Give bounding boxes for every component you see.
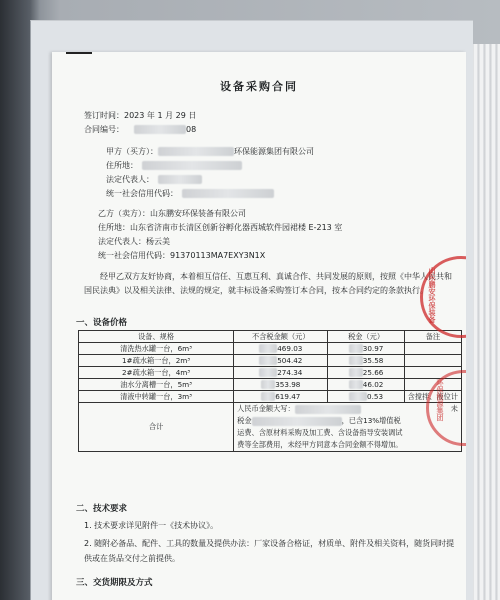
cell-tax: 30.97 bbox=[328, 343, 404, 355]
section-3-title: 三、交货期限及方式 bbox=[76, 578, 153, 588]
intro-paragraph: 经甲乙双方友好协商，本着相互信任、互惠互利、真诚合作、共同发展的原则，按照《中华人民共和国民法典》以及相关法律、法规的规定，就丰标设备采购签订本合同，按本合同约定的条款执行。 bbox=[84, 272, 452, 295]
contract-no-line bbox=[84, 124, 196, 135]
party-a-name-suffix: 环保能源集团有限公司 bbox=[234, 147, 314, 156]
col-header-item: 设备、规格 bbox=[79, 331, 234, 343]
party-b-rep-label: 法定代表人： bbox=[98, 237, 146, 246]
redacted-block bbox=[158, 175, 202, 184]
party-b-address: 山东省济南市长清区创新谷孵化器西城软件园裙楼 E-213 室 bbox=[130, 223, 343, 232]
redacted-block bbox=[182, 189, 274, 198]
sign-time-value: 2023 年 1 月 29 日 bbox=[124, 111, 197, 120]
header-dash bbox=[66, 52, 92, 54]
redacted-block bbox=[349, 356, 363, 365]
sign-time-line bbox=[84, 110, 196, 121]
party-b-credit: 91370113MA7EXY3N1X bbox=[170, 251, 266, 260]
party-a-address-label: 住所地： bbox=[106, 161, 138, 170]
redacted-block bbox=[261, 392, 275, 401]
sign-time-label: 签订时间： bbox=[84, 111, 124, 120]
party-a-line bbox=[106, 146, 314, 157]
party-b-address-label: 住所地： bbox=[98, 223, 130, 232]
contract-title: 设备采购合同 bbox=[220, 80, 298, 93]
total-label: 合计 bbox=[79, 403, 234, 452]
redacted-block bbox=[349, 344, 363, 353]
section-2-item-1: 1. 技术要求详见附件一《技术协议》。 bbox=[84, 521, 219, 530]
table-row bbox=[79, 367, 462, 379]
redacted-block bbox=[259, 368, 277, 377]
cell-item: 油水分离槽一台，5m³ bbox=[79, 379, 234, 391]
redacted-block bbox=[295, 405, 361, 414]
table-row bbox=[79, 355, 462, 367]
section-2-item-2: 2. 随附必备品、配件、工具的数量及提供办法：厂家设备合格证，材质单、附件及相关资料，随货同时提供或在货品交付之前提供。 bbox=[84, 539, 455, 563]
seal-text: 环保能源集团 bbox=[436, 379, 444, 421]
redacted-block bbox=[261, 380, 275, 389]
total-line-3: 运费、含原材料采购及加工费、含设备指导安装调试 bbox=[237, 428, 403, 437]
contract-page bbox=[52, 52, 466, 600]
party-a-credit-line bbox=[106, 188, 274, 199]
party-b-name: 山东鹏安环保装备有限公司 bbox=[150, 209, 246, 218]
party-b-line bbox=[98, 208, 246, 219]
cell-item: 2#疏水箱一台，4m³ bbox=[79, 367, 234, 379]
party-a-label: 甲方（买方）： bbox=[106, 147, 158, 156]
total-line-2: 税金 ，已含13%增值税 bbox=[237, 416, 401, 425]
cell-note bbox=[404, 355, 461, 367]
party-b-rep-line bbox=[98, 236, 170, 247]
cell-item: 1#疏水箱一台，2m³ bbox=[79, 355, 234, 367]
cell-item: 清洗热水罐一台，6m³ bbox=[79, 343, 234, 355]
cell-tax: 46.02 bbox=[328, 379, 404, 391]
cell-amount: 274.34 bbox=[234, 367, 328, 379]
section-2-title: 二、技术要求 bbox=[76, 504, 128, 514]
cell-tax: 25.66 bbox=[328, 367, 404, 379]
col-header-amount: 不含税金额（元） bbox=[234, 331, 328, 343]
redacted-block bbox=[349, 368, 363, 377]
redacted-block bbox=[142, 161, 242, 170]
redacted-block bbox=[259, 356, 277, 365]
redacted-block bbox=[349, 392, 367, 401]
table-row bbox=[79, 343, 462, 355]
cell-amount: 469.03 bbox=[234, 343, 328, 355]
cell-amount: 353.98 bbox=[234, 379, 328, 391]
party-b-label: 乙方（卖方）： bbox=[98, 209, 150, 218]
party-a-rep-label: 法定代表人： bbox=[106, 175, 154, 184]
section-1-title: 一、设备价格 bbox=[76, 318, 128, 328]
company-seal-upper bbox=[420, 256, 466, 338]
party-b-credit-line bbox=[98, 250, 265, 261]
seal-text: 山东鹏安环保装备 bbox=[428, 267, 436, 323]
party-a-credit-label: 统一社会信用代码： bbox=[106, 189, 178, 198]
cell-tax: 0.53 bbox=[328, 391, 404, 403]
redacted-block bbox=[134, 125, 186, 134]
contract-no-suffix: 08 bbox=[186, 125, 197, 134]
party-b-address-line bbox=[98, 222, 342, 233]
table-row bbox=[79, 391, 462, 403]
cell-note bbox=[404, 343, 461, 355]
redacted-block bbox=[158, 147, 234, 156]
table-header-row bbox=[79, 331, 462, 343]
cell-amount: 619.47 bbox=[234, 391, 328, 403]
col-header-note: 备注 bbox=[404, 331, 461, 343]
party-a-address-line bbox=[106, 160, 242, 171]
redacted-block bbox=[252, 417, 342, 426]
table-total-row bbox=[79, 403, 462, 452]
cell-item: 清液中转罐一台，3m³ bbox=[79, 391, 234, 403]
cell-tax: 35.58 bbox=[328, 355, 404, 367]
total-line-1: 人民币金额大写： 未 bbox=[237, 404, 458, 413]
total-line-4: 费等全部费用，未经甲方同意本合同金额不得增加。 bbox=[237, 440, 403, 449]
party-b-rep: 杨云美 bbox=[146, 237, 170, 246]
cell-amount: 504.42 bbox=[234, 355, 328, 367]
redacted-block bbox=[259, 344, 277, 353]
price-table bbox=[78, 330, 462, 452]
table-row bbox=[79, 379, 462, 391]
contract-no-label: 合同编号： bbox=[84, 125, 124, 134]
col-header-tax: 税金（元） bbox=[328, 331, 404, 343]
redacted-block bbox=[349, 380, 363, 389]
party-a-rep-line bbox=[106, 174, 202, 185]
cell-note: 含搅拌、液位计 bbox=[404, 391, 461, 403]
party-b-credit-label: 统一社会信用代码： bbox=[98, 251, 170, 260]
